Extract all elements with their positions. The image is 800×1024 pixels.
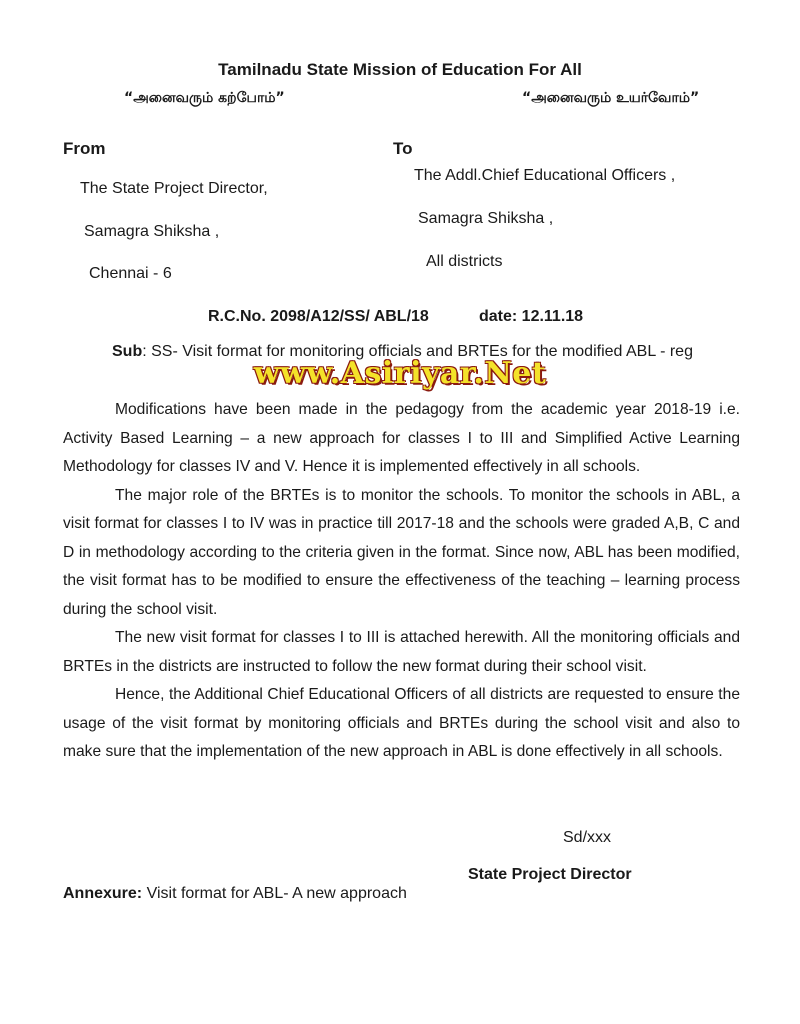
to-line-2: Samagra Shiksha , (418, 210, 554, 227)
motto-right: “அனைவரும் உயர்வோம்” (522, 90, 700, 106)
reference-date: date: 12.11.18 (479, 308, 584, 325)
paragraph-4: Hence, the Additional Chief Educational Officers of all districts are requested to ensure the usage of the visit format by monitoring officials and BRTEs during the school visit and also to make sure that the implementation of the new approach in ABL is done effectively in all schools. (63, 686, 740, 760)
to-label: To (393, 139, 413, 158)
signature-designation: State Project Director (468, 866, 632, 883)
document-title: Tamilnadu State Mission of Education For All (218, 60, 582, 79)
paragraph-3: The new visit format for classes I to III is attached herewith. All the monitoring officials and BRTEs in the districts are instructed to follow the new format during their school visit. (63, 629, 740, 675)
reference-number: R.C.No. 2098/A12/SS/ ABL/18 (208, 308, 429, 325)
subject-text: : SS- Visit format for monitoring officials and BRTEs for the modified ABL - reg (142, 343, 693, 360)
to-line-1: The Addl.Chief Educational Officers , (414, 167, 676, 184)
from-line-3: Chennai - 6 (89, 265, 172, 282)
watermark: www.Asiriyar.Net (253, 356, 547, 391)
from-line-1: The State Project Director, (80, 180, 268, 197)
letter-body (63, 396, 740, 767)
annexure-line (63, 885, 407, 903)
motto-left: “அனைவரும் கற்போம்” (124, 90, 285, 106)
from-line-2: Samagra Shiksha , (84, 223, 220, 240)
subject-label: Sub (112, 343, 143, 360)
from-label: From (63, 139, 106, 158)
signature-sd: Sd/xxx (563, 829, 612, 846)
to-line-3: All districts (426, 253, 503, 270)
annexure-label: Annexure: (63, 885, 143, 902)
paragraph-1: Modifications have been made in the pedagogy from the academic year 2018-19 i.e. Activity Based Learning – a new approach for classes I to III and Simplified Active Learning Methodology for classes IV and V. Hence it is implemented effectively in all schools. (63, 401, 740, 475)
paragraph-2: The major role of the BRTEs is to monitor the schools. To monitor the schools in ABL, a visit format for classes I to IV was in practice till 2017-18 and the schools were graded A,B, C and D in methodology according to the criteria given in the format. Since now, ABL has been modified, the visit format has to be modified to ensure the effectiveness of the teaching – learning process during the school visit. (63, 486, 740, 618)
annexure-text: Visit format for ABL- A new approach (142, 885, 407, 902)
